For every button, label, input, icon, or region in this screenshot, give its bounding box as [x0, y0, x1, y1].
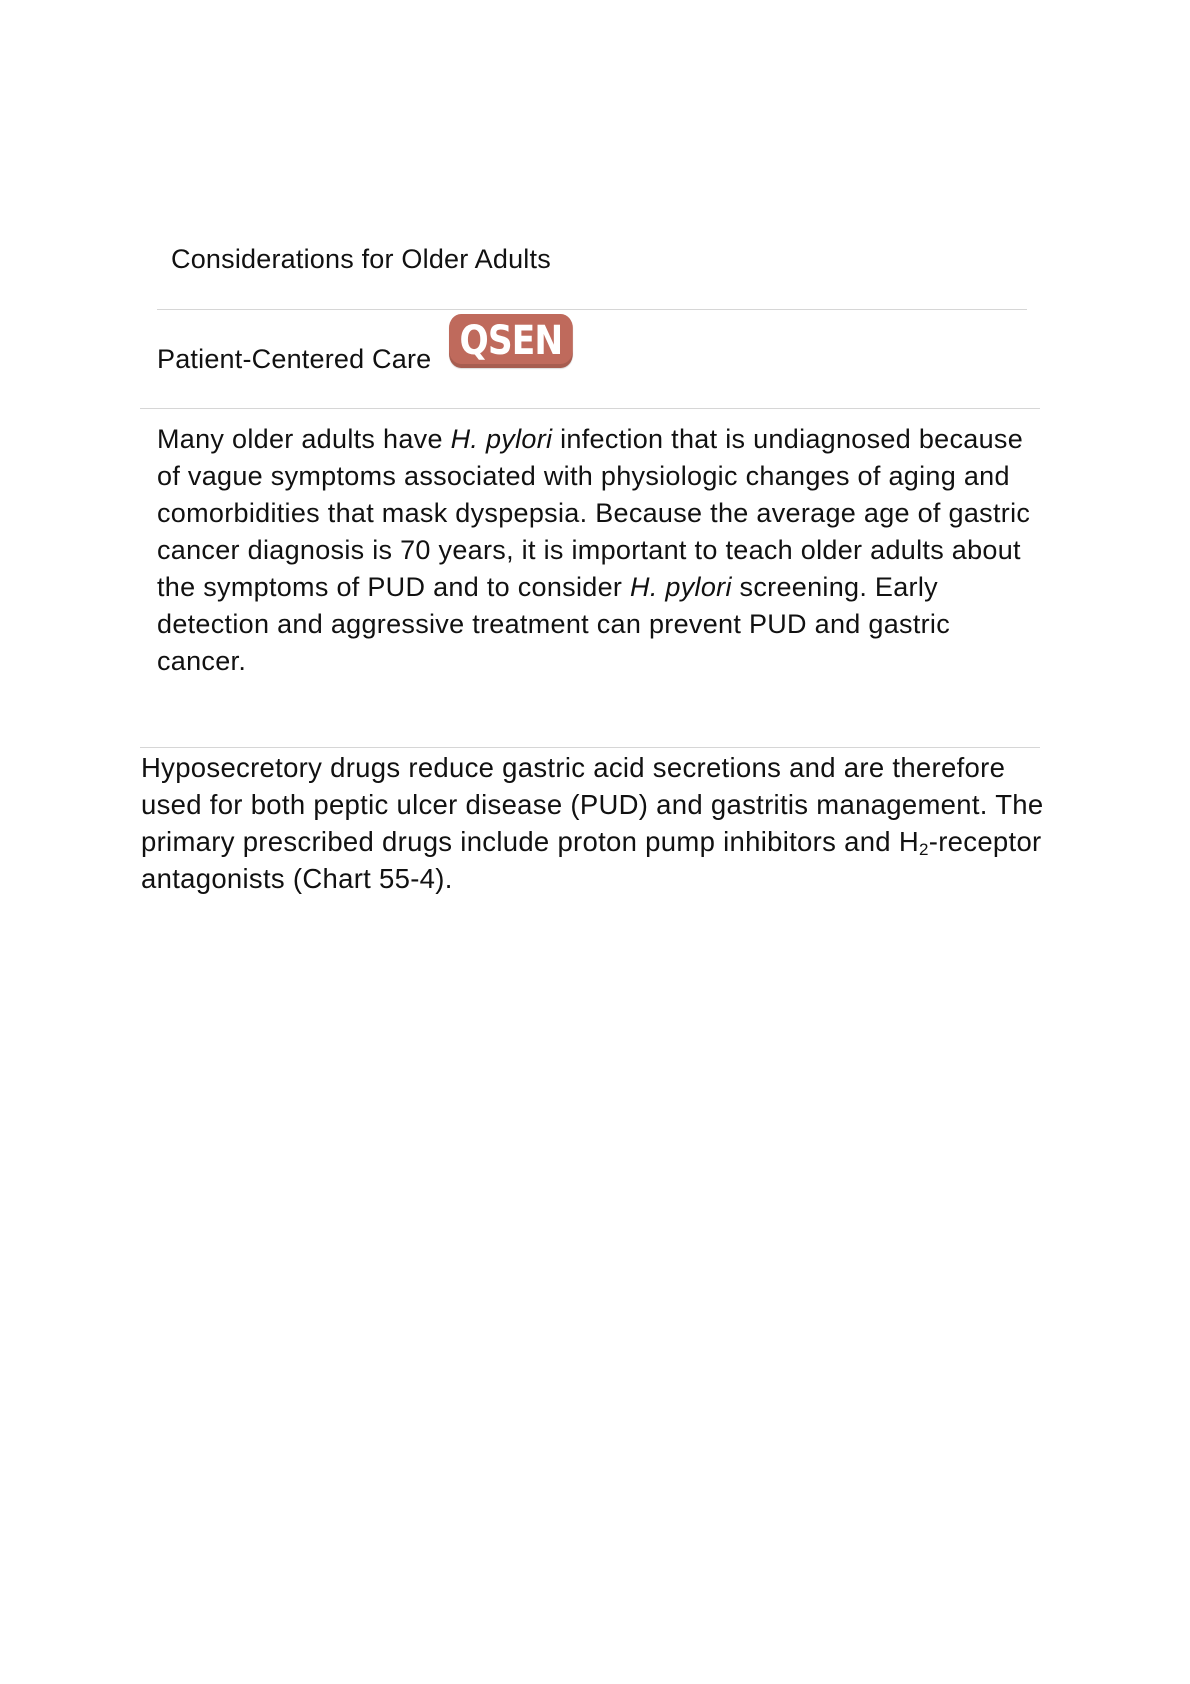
- main-paragraph-text-1: Hyposecretory drugs reduce gastric acid secretions and are therefore used for both peptic ulcer disease (PUD) and gastritis management. The primary prescribed drugs include proton pump inhibitors and H: [141, 752, 1044, 857]
- main-paragraph: [141, 749, 1051, 897]
- box-body-text-3: screening. Early detection and aggressive treatment can prevent PUD and gastric cancer.: [157, 572, 951, 676]
- divider-top: [157, 309, 1027, 310]
- divider-middle: [140, 408, 1040, 409]
- subheading-row: [157, 312, 593, 402]
- box-body-text-1: Many older adults have: [157, 424, 451, 454]
- qsen-badge: QSEN: [449, 314, 573, 368]
- subscript-2: 2: [919, 840, 929, 859]
- divider-bottom: [140, 747, 1040, 748]
- subheading-label: Patient-Centered Care: [157, 344, 432, 374]
- h-pylori-term: H. pylori: [450, 424, 553, 454]
- box-title: Considerations for Older Adults: [171, 244, 551, 274]
- box-body-text-2: infection that is undiagnosed because of vague symptoms associated with physiologic changes of aging and comorbidities that mask dyspepsia. Because the average age of gastric cancer diagnosis is 70 years, it is important to teach older adults about the symptoms of PUD and to consider: [157, 424, 1031, 602]
- main-paragraph-text-2: -receptor antagonists (Chart 55-4).: [141, 826, 1042, 894]
- box-body: [157, 421, 1037, 680]
- h-pylori-term: H. pylori: [630, 572, 732, 602]
